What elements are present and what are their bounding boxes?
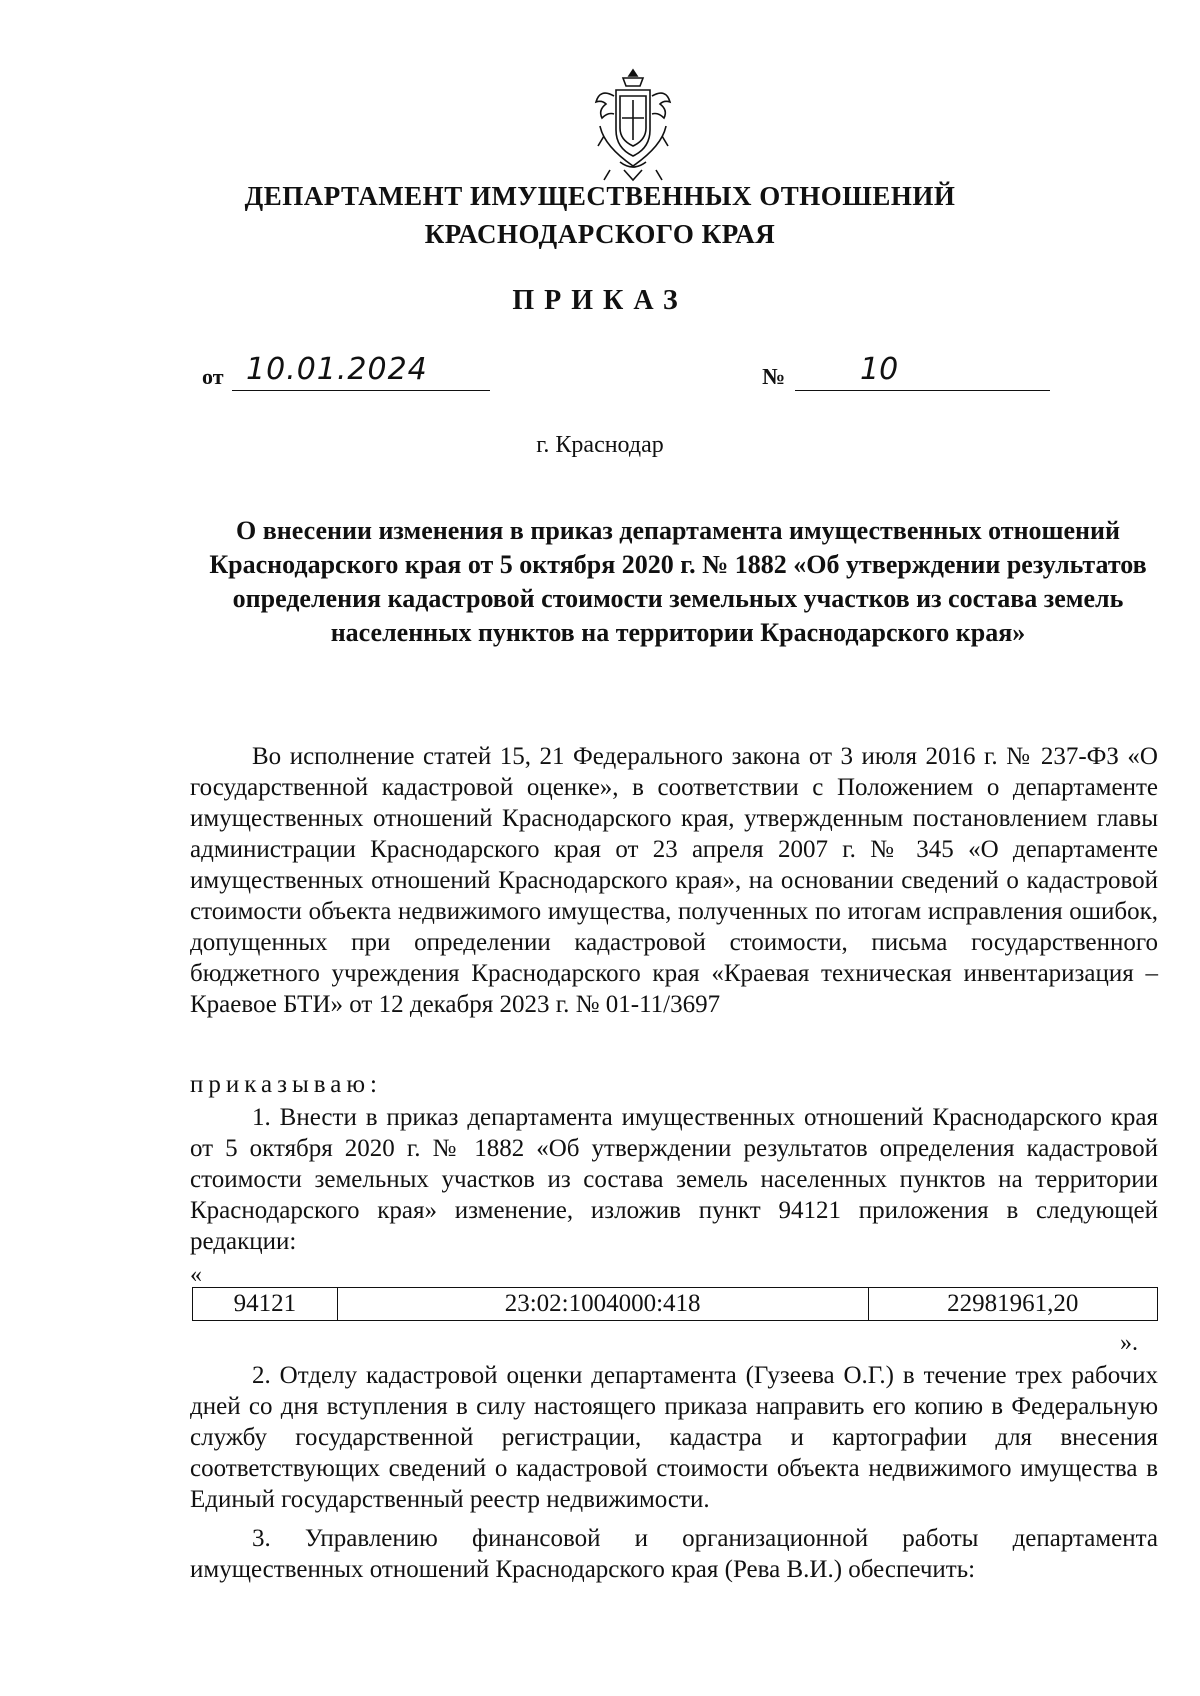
- number-value: 10: [860, 352, 899, 387]
- table-cell-cadastral-value: 22981961,20: [868, 1288, 1158, 1321]
- paragraph-preamble: Во исполнение статей 15, 21 Федерального закона от 3 июля 2016 г. № 237-ФЗ «О государственной кадастровой оценке», в соответствии с Положением о департаменте имущественных отношений Краснодарского края, утвержденным постановлением главы администрации Краснодарского края от 23 апреля 2007 г. № 345 «О департаменте имущественных отношений Краснодарского края», на основании сведений о кадастровой стоимости объекта недвижимого имущества, полученных по итогам исправления ошибок, допущенных при определении кадастровой стоимости, письма государственного бюджетного учреждения Краснодарского края «Краевая техническая инвентаризация – Краевое БТИ» от 12 декабря 2023 г. № 01-11/3697: [190, 743, 1158, 1018]
- document-type-title: ПРИКАЗ: [512, 285, 688, 316]
- date-label: от: [202, 364, 224, 389]
- department-name-line1: ДЕПАРТАМЕНТ ИМУЩЕСТВЕННЫХ ОТНОШЕНИЙ: [244, 181, 956, 211]
- table-row: [193, 1288, 1158, 1321]
- date-underline: [232, 390, 490, 391]
- paragraph-item-3: 3. Управлению финансовой и организационной работы департамента имущественных отношений Краснодарского края (Рева В.И.) обеспечить:: [190, 1525, 1158, 1583]
- table-cell-item-number: 94121: [193, 1288, 338, 1321]
- paragraph-item-1: 1. Внести в приказ департамента имущественных отношений Краснодарского края от 5 октября 2020 г. № 1882 «Об утверждении результатов определения кадастровой стоимости земельных участков из состава земель населенных пунктов на территории Краснодарского края» изменение, изложив пункт 94121 приложения в следующей редакции:: [190, 1104, 1158, 1255]
- table-cell-cadastral-number: 23:02:1004000:418: [337, 1288, 868, 1321]
- close-quote: ».: [1120, 1330, 1138, 1356]
- paragraph-item-2: 2. Отделу кадастровой оценки департамента (Гузеева О.Г.) в течение трех рабочих дней со дня вступления в силу настоящего приказа направить его копию в Федеральную службу государственной регистрации, кадастра и картографии для внесения соответствующих сведений о кадастровой стоимости объекта недвижимого имущества в Единый государственный реестр недвижимости.: [190, 1362, 1158, 1513]
- number-underline: [795, 390, 1050, 391]
- date-value: 10.01.2024: [246, 352, 428, 387]
- number-label: №: [762, 364, 786, 389]
- krasnodar-coat-of-arms-icon: [590, 66, 676, 186]
- city: г. Краснодар: [536, 432, 664, 458]
- open-quote: «: [190, 1262, 202, 1288]
- order-word: приказываю:: [190, 1071, 382, 1098]
- cadastral-table: [192, 1287, 1158, 1321]
- department-name-line2: КРАСНОДАРСКОГО КРАЯ: [424, 219, 776, 249]
- document-subject: О внесении изменения в приказ департамента имущественных отношений Краснодарского края от 5 октября 2020 г. № 1882 «Об утверждении результатов определения кадастровой стоимости земельных участков из состава земель населенных пунктов на территории Краснодарского края»: [209, 516, 1147, 647]
